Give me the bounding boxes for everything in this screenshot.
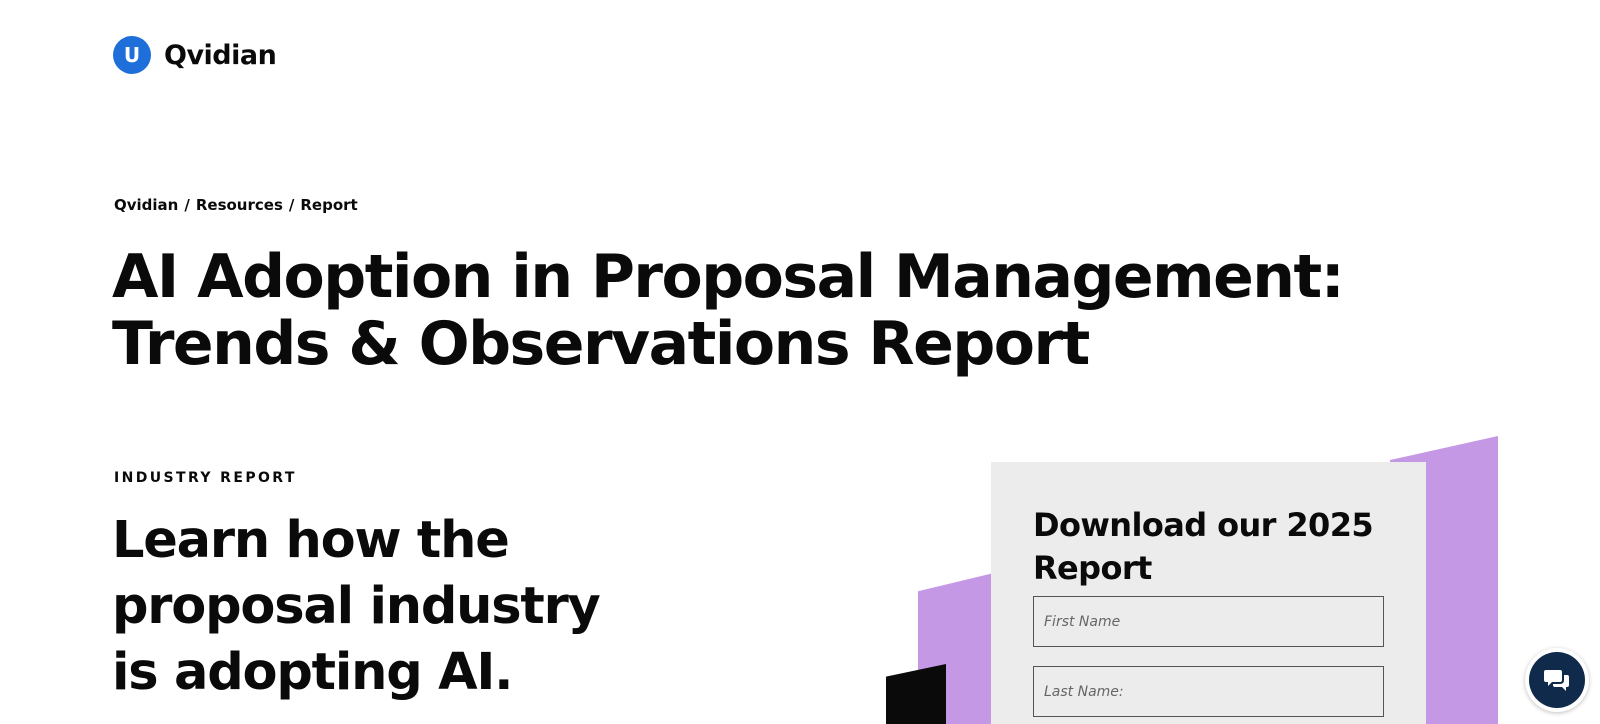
download-report-form [991,462,1426,724]
logo-icon: U [113,36,151,74]
intro-headline-line-3: is adopting AI. [112,643,513,702]
first-name-input[interactable] [1033,596,1384,647]
logo-link[interactable] [113,36,276,74]
breadcrumb-item-home[interactable]: Qvidian [114,196,179,214]
eyebrow-label: INDUSTRY REPORT [114,470,297,486]
breadcrumb-item-current: Report [300,196,358,214]
chat-button[interactable] [1525,648,1589,712]
form-title-line-1: Download our 2025 [1033,506,1374,544]
intro-headline-line-1: Learn how the [112,511,509,570]
logo-text: Qvidian [164,39,277,71]
page-title-line-1: AI Adoption in Proposal Management: [112,242,1344,312]
page-title [112,244,1532,378]
intro-headline [112,508,692,706]
breadcrumb [114,196,358,214]
intro-headline-line-2: proposal industry [112,577,600,636]
breadcrumb-separator: / [288,196,295,214]
chat-bubbles-icon [1544,668,1570,692]
form-title-line-2: Report [1033,549,1152,587]
page-title-line-2: Trends & Observations Report [112,309,1089,379]
form-title [1033,504,1384,590]
breadcrumb-item-resources[interactable]: Resources [195,196,283,214]
breadcrumb-separator: / [184,196,190,214]
chat-button-inner [1529,652,1585,708]
decorative-black-shape [886,664,946,724]
last-name-input[interactable] [1033,666,1384,717]
